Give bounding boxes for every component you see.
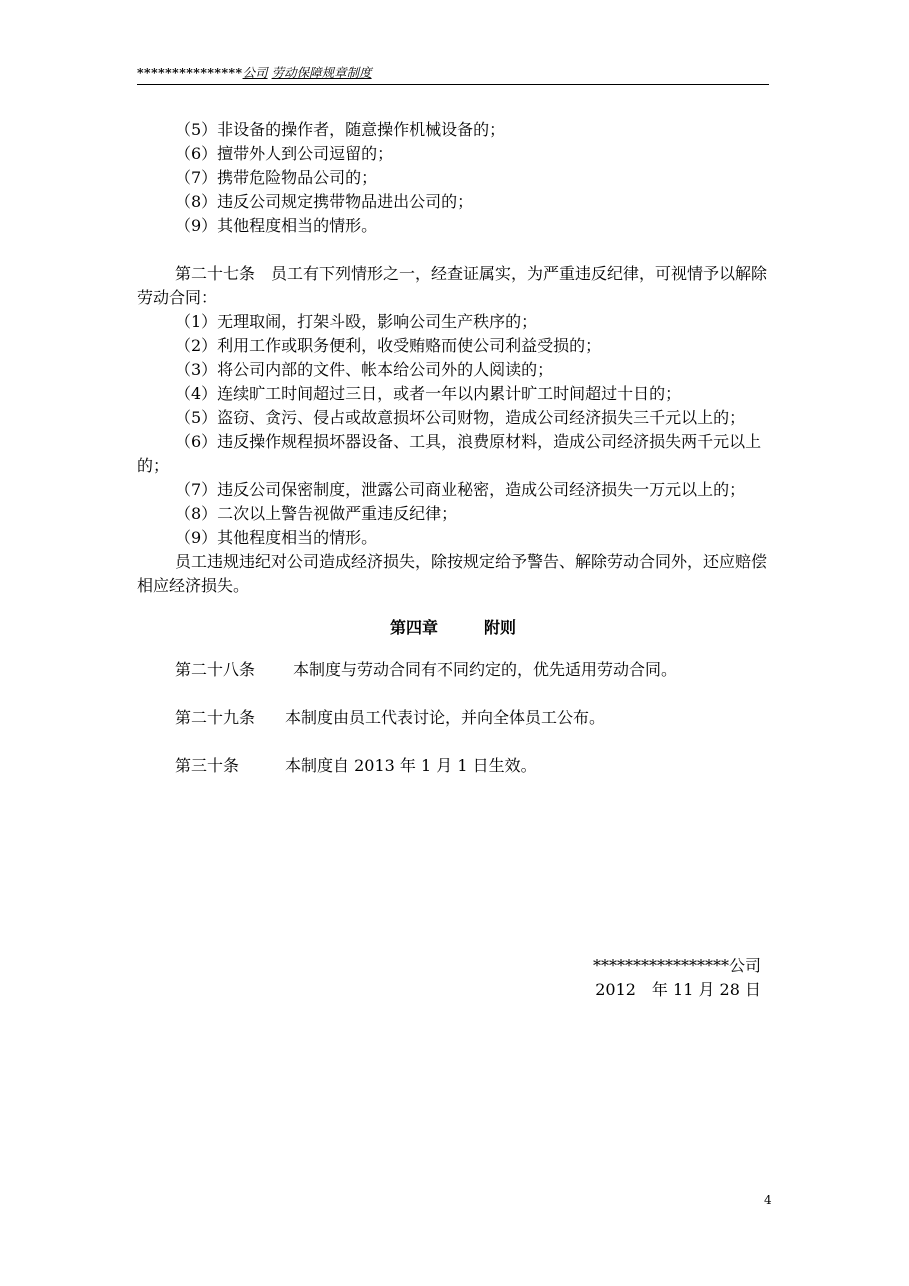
list-item: （3）将公司内部的文件、帐本给公司外的人阅读的； <box>175 360 554 379</box>
article-27-intro: 第二十七条 员工有下列情形之一，经查证属实，为严重违反纪律，可视情予以解除劳动合同： <box>137 264 768 307</box>
article-number: 第三十条 <box>175 756 240 775</box>
list-item: （8）二次以上警告视做严重违反纪律； <box>175 504 458 523</box>
article-number: 第二十八条 <box>175 660 256 679</box>
article-27-closing: 员工违规违纪对公司造成经济损失，除按规定给予警告、解除劳动合同外，还应赔偿相应经济损失。 <box>137 552 768 595</box>
list-item: （9）其他程度相当的情形。 <box>175 216 378 235</box>
article-text: 本制度自 2013 年 1 月 1 日生效。 <box>285 756 537 775</box>
list-item: （2）利用工作或职务便利，收受贿赂而使公司利益受损的； <box>175 336 602 355</box>
list-item: （5）非设备的操作者，随意操作机械设备的； <box>175 120 506 139</box>
chapter-number: 第四章 <box>389 618 438 637</box>
chapter-name: 附则 <box>484 618 517 637</box>
page-header <box>137 64 769 85</box>
chapter-heading <box>137 616 769 640</box>
article-30 <box>137 754 769 778</box>
signature-date: 2012 年 11 月 28 日 <box>595 980 761 999</box>
header-company: 公司 <box>242 65 268 80</box>
signature-block <box>593 954 761 1002</box>
list-item: （1）无理取闹，打架斗殴，影响公司生产秩序的； <box>175 312 538 331</box>
list-item: （4）连续旷工时间超过三日，或者一年以内累计旷工时间超过十日的； <box>175 384 682 403</box>
document-body <box>137 118 769 778</box>
list-item: （7）携带危险物品公司的； <box>175 168 378 187</box>
article-number: 第二十九条 <box>175 708 256 727</box>
page-number: 4 <box>764 1193 772 1207</box>
header-title: 劳动保障规章制度 <box>271 65 372 80</box>
list-item: （5）盗窃、贪污、侵占或故意损坏公司财物，造成公司经济损失三千元以上的； <box>175 408 746 427</box>
list-item: （6）擅带外人到公司逗留的； <box>175 144 394 163</box>
list-item: （6）违反操作规程损坏器设备、工具，浪费原材料，造成公司经济损失两千元以上的； <box>137 432 762 475</box>
article-text: 本制度与劳动合同有不同约定的，优先适用劳动合同。 <box>293 660 678 679</box>
article-text: 本制度由员工代表讨论，并向全体员工公布。 <box>285 708 606 727</box>
list-item: （7）违反公司保密制度，泄露公司商业秘密，造成公司经济损失一万元以上的； <box>175 480 746 499</box>
signature-company: *****************公司 <box>592 956 761 975</box>
list-item: （9）其他程度相当的情形。 <box>175 528 378 547</box>
list-item: （8）违反公司规定携带物品进出公司的； <box>175 192 474 211</box>
header-stars: *************** <box>137 65 243 80</box>
article-28 <box>137 658 769 682</box>
article-29 <box>137 706 769 730</box>
